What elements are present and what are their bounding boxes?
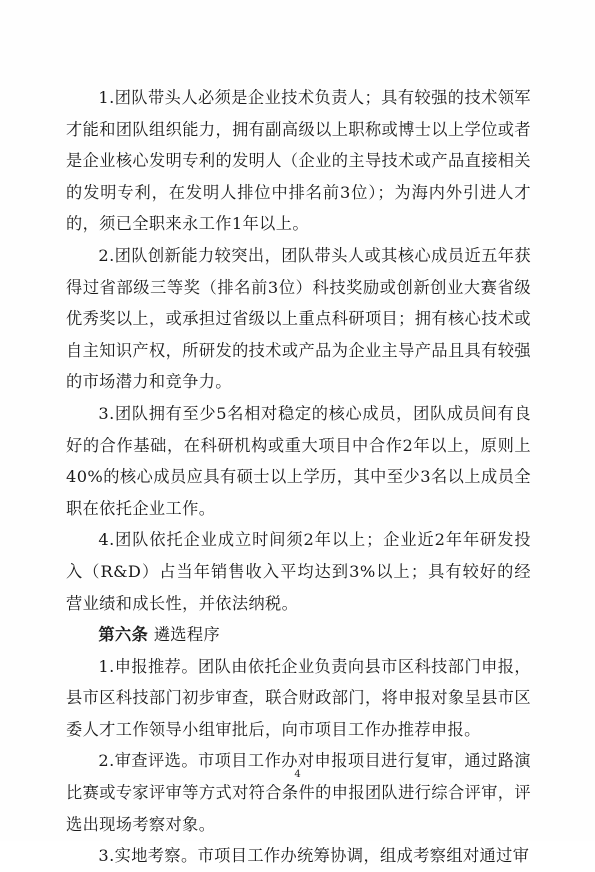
document-body [66, 82, 531, 872]
procedure-paragraph-3: 3.实地考察。市项目工作办统筹协调，组成考察组对通过审 [98, 846, 530, 866]
criteria-paragraph-3: 3.团队拥有至少5名相对稳定的核心成员，团队成员间有良好的合作基础，在科研机构或重大项目中合作2年以上，原则上40%的核心成员应具有硕士以上学历，其中至少3名以上成员全职在依托企业工作。 [66, 403, 531, 518]
section-heading [66, 619, 531, 651]
criteria-paragraph-2: 2.团队创新能力较突出，团队带头人或其核心成员近五年获得过省部级三等奖（排名前3位）科技奖励或创新创业大赛省级优秀奖以上，或承担过省级以上重点科研项目；拥有核心技术或自主知识产权，所研发的技术或产品为企业主导产品且具有较强的市场潜力和竞争力。 [66, 245, 531, 392]
criteria-paragraph-1: 1.团队带头人必须是企业技术负责人；具有较强的技术领军才能和团队组织能力，拥有副高级以上职称或博士以上学位或者是企业核心发明专利的发明人（企业的主导技术或产品直接相关的发明专利，在发明人排位中排名前3位）；为海内外引进人才的，须已全职来永工作1年以上。 [66, 88, 531, 234]
procedure-paragraph-2: 2.审查评选。市项目工作办对申报项目进行复审，通过路演比赛或专家评审等方式对符合条件的申报团队进行综合评审，评选出现场考察对象。 [66, 751, 531, 834]
criteria-paragraph-4: 4.团队依托企业成立时间须2年以上；企业近2年年研发投入（R&D）占当年销售收入平均达到3%以上；具有较好的经营业绩和成长性，并依法纳税。 [66, 530, 531, 613]
page-number: 4 [294, 769, 301, 780]
procedure-paragraph-1: 1.申报推荐。团队由依托企业负责向县市区科技部门申报，县市区科技部门初步审查，联合财政部门，将申报对象呈县市区委人才工作领导小组审批后，向市项目工作办推荐申报。 [66, 656, 531, 739]
section-label: 第六条 [98, 625, 149, 645]
section-title: 遴选程序 [153, 625, 221, 645]
